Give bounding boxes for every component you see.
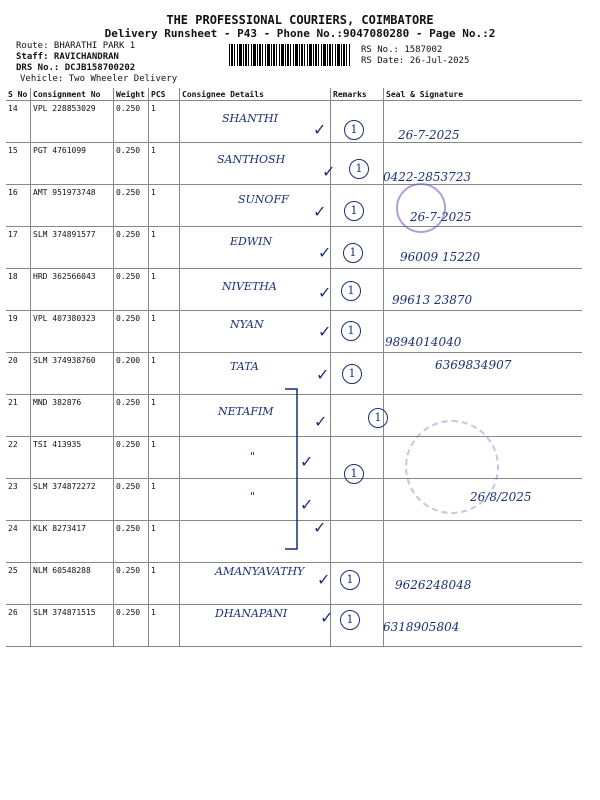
barcode <box>229 44 351 66</box>
col-pcs: PCS <box>149 88 180 101</box>
row-pcs: 1 <box>149 227 180 269</box>
row-consignment-no: KLK 8273417 <box>31 521 114 563</box>
row-pcs: 1 <box>149 563 180 605</box>
row-sno: 20 <box>6 353 31 395</box>
check-mark-icon: ✓ <box>313 120 327 139</box>
handwritten-name: " <box>250 490 256 503</box>
row-consignment-no: NLM 60548288 <box>31 563 114 605</box>
row-pcs: 1 <box>149 269 180 311</box>
group-bracket <box>283 385 303 555</box>
row-consignment-no: VPL 228853029 <box>31 101 114 143</box>
row-seal <box>384 521 583 563</box>
row-weight: 0.250 <box>114 395 149 437</box>
remark-mark: 1 <box>344 464 364 484</box>
check-mark-icon: ✓ <box>322 162 336 181</box>
row-pcs: 1 <box>149 185 180 227</box>
table-row <box>6 185 582 227</box>
check-mark-icon: ✓ <box>300 495 314 514</box>
row-pcs: 1 <box>149 311 180 353</box>
check-mark-icon: ✓ <box>300 452 314 471</box>
table-row <box>6 227 582 269</box>
handwritten-name: AMANYAVATHY <box>215 565 305 578</box>
table-row <box>6 311 582 353</box>
handwritten-name: NYAN <box>230 318 264 331</box>
row-weight: 0.250 <box>114 311 149 353</box>
row-weight: 0.250 <box>114 563 149 605</box>
handwritten-name: TATA <box>230 360 259 373</box>
row-pcs: 1 <box>149 395 180 437</box>
row-pcs: 1 <box>149 437 180 479</box>
row-consignment-no: SLM 374938760 <box>31 353 114 395</box>
handwritten-name: SHANTHI <box>222 112 278 125</box>
table-header-row <box>6 88 582 101</box>
row-consignee <box>180 311 331 353</box>
row-consignment-no: TSI 413935 <box>31 437 114 479</box>
row-weight: 0.250 <box>114 227 149 269</box>
check-mark-icon: ✓ <box>313 518 327 537</box>
row-pcs: 1 <box>149 605 180 647</box>
row-consignment-no: SLM 374891577 <box>31 227 114 269</box>
row-sno: 15 <box>6 143 31 185</box>
check-mark-icon: ✓ <box>314 412 328 431</box>
handwritten-signature: 26-7-2025 <box>398 128 460 142</box>
table-row <box>6 101 582 143</box>
runsheet-title: Delivery Runsheet - P43 - Phone No.:9047080280 - Page No.:2 <box>104 27 496 40</box>
row-pcs: 1 <box>149 521 180 563</box>
row-sno: 14 <box>6 101 31 143</box>
handwritten-name: DHANAPANI <box>215 607 288 620</box>
handwritten-name: " <box>250 450 256 463</box>
handwritten-name: SUNOFF <box>238 193 289 206</box>
handwritten-signature: 0422-2853723 <box>383 170 472 184</box>
handwritten-signature: 9894014040 <box>385 335 462 349</box>
remark-mark: 1 <box>368 408 388 428</box>
row-pcs: 1 <box>149 479 180 521</box>
row-remarks <box>331 479 384 521</box>
remark-mark: 1 <box>344 201 364 221</box>
handwritten-signature: 6369834907 <box>435 358 512 372</box>
remark-mark: 1 <box>340 570 360 590</box>
check-mark-icon: ✓ <box>318 243 332 262</box>
row-consignment-no: HRD 362566043 <box>31 269 114 311</box>
check-mark-icon: ✓ <box>317 570 331 589</box>
row-consignee <box>180 353 331 395</box>
row-sno: 25 <box>6 563 31 605</box>
row-remarks <box>331 521 384 563</box>
drs-number: DRS No.: DCJB158700202 <box>16 63 136 73</box>
row-sno: 23 <box>6 479 31 521</box>
handwritten-name: EDWIN <box>230 235 273 248</box>
row-pcs: 1 <box>149 101 180 143</box>
row-weight: 0.250 <box>114 437 149 479</box>
row-consignment-no: MND 382876 <box>31 395 114 437</box>
remark-mark: 1 <box>341 321 361 341</box>
col-sno: S No <box>6 88 31 101</box>
handwritten-signature: 96009 15220 <box>400 250 481 264</box>
col-remarks: Remarks <box>331 88 384 101</box>
row-consignment-no: PGT 4761099 <box>31 143 114 185</box>
row-sno: 24 <box>6 521 31 563</box>
handwritten-signature: 26-7-2025 <box>410 210 472 224</box>
seal-stamp <box>396 183 446 233</box>
row-weight: 0.200 <box>114 353 149 395</box>
staff-label: Staff: RAVICHANDRAN <box>16 52 119 62</box>
remark-mark: 1 <box>349 159 369 179</box>
col-seal: Seal & Signature <box>384 88 583 101</box>
remark-mark: 1 <box>341 281 361 301</box>
check-mark-icon: ✓ <box>316 365 330 384</box>
row-sno: 21 <box>6 395 31 437</box>
row-sno: 17 <box>6 227 31 269</box>
table-row <box>6 143 582 185</box>
table-row <box>6 605 582 647</box>
handwritten-signature: 9626248048 <box>395 578 472 592</box>
row-pcs: 1 <box>149 143 180 185</box>
row-consignee <box>180 521 331 563</box>
row-weight: 0.250 <box>114 521 149 563</box>
row-weight: 0.250 <box>114 479 149 521</box>
handwritten-signature: 6318905804 <box>383 620 460 634</box>
handwritten-name: NIVETHA <box>222 280 277 293</box>
row-pcs: 1 <box>149 353 180 395</box>
handwritten-name: SANTHOSH <box>217 153 286 166</box>
handwritten-name: NETAFIM <box>218 405 274 418</box>
col-weight: Weight <box>114 88 149 101</box>
remark-mark: 1 <box>344 120 364 140</box>
col-consignment: Consignment No <box>31 88 114 101</box>
remark-mark: 1 <box>340 610 360 630</box>
check-mark-icon: ✓ <box>320 608 334 627</box>
row-consignment-no: AMT 951973748 <box>31 185 114 227</box>
check-mark-icon: ✓ <box>313 202 327 221</box>
row-sno: 26 <box>6 605 31 647</box>
col-consignee: Consignee Details <box>180 88 331 101</box>
row-weight: 0.250 <box>114 143 149 185</box>
row-consignment-no: VPL 407380323 <box>31 311 114 353</box>
row-consignment-no: SLM 374872272 <box>31 479 114 521</box>
rs-number: RS No.: 1587002 <box>361 45 443 55</box>
remark-mark: 1 <box>342 364 362 384</box>
check-mark-icon: ✓ <box>318 283 332 302</box>
remark-mark: 1 <box>343 243 363 263</box>
row-weight: 0.250 <box>114 269 149 311</box>
row-seal <box>384 395 583 437</box>
row-weight: 0.250 <box>114 101 149 143</box>
table-row <box>6 269 582 311</box>
row-sno: 22 <box>6 437 31 479</box>
company-name: THE PROFESSIONAL COURIERS, COIMBATORE <box>166 13 434 27</box>
row-sno: 18 <box>6 269 31 311</box>
route-label: Route: BHARATHI PARK 1 <box>16 41 136 51</box>
row-sno: 16 <box>6 185 31 227</box>
vehicle-label: Vehicle: Two Wheeler Delivery <box>20 74 178 84</box>
check-mark-icon: ✓ <box>318 322 332 341</box>
row-weight: 0.250 <box>114 185 149 227</box>
handwritten-signature: 99613 23870 <box>392 293 473 307</box>
seal-stamp <box>405 420 499 514</box>
row-sno: 19 <box>6 311 31 353</box>
handwritten-signature: 26/8/2025 <box>470 490 532 504</box>
row-weight: 0.250 <box>114 605 149 647</box>
row-consignment-no: SLM 374871515 <box>31 605 114 647</box>
rs-date: RS Date: 26-Jul-2025 <box>361 56 470 66</box>
